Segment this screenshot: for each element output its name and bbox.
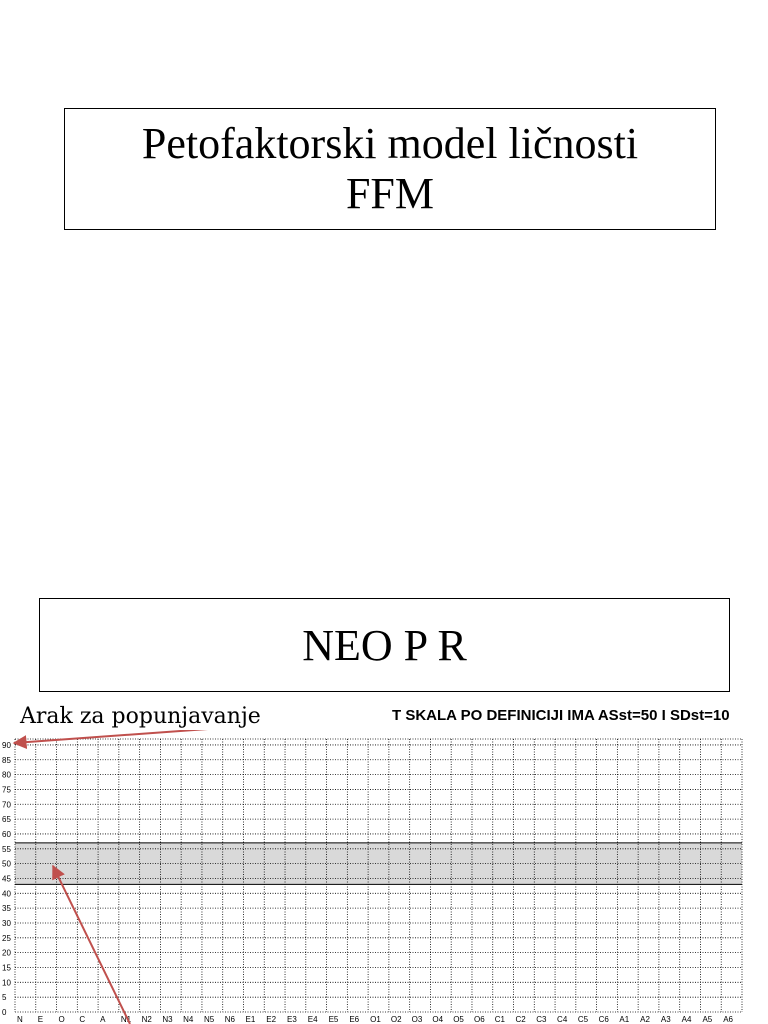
x-category-label: E3 [287,1015,297,1024]
y-tick-label: 65 [2,815,11,825]
x-category-label: E5 [328,1015,339,1024]
slide-title-box [64,108,716,230]
neo-title-box [39,598,730,692]
x-category-label: N1 [120,1015,132,1024]
y-tick-label: 30 [2,918,11,928]
y-tick-label: 25 [2,933,11,943]
y-tick-label: 80 [2,770,11,780]
x-category-label: C1 [494,1015,505,1024]
x-category-label: O5 [453,1015,464,1024]
y-tick-label: 85 [2,755,11,765]
x-category-label: A4 [681,1015,692,1024]
slide-title-line1: Petofaktorski model ličnosti [141,119,639,168]
y-tick-label: 35 [2,904,11,914]
x-category-label: N6 [224,1015,235,1024]
neo-title: NEO P R [302,620,467,670]
t-scale-note: T SKALA PO DEFINICIJI IMA ASst=50 I SDst=10 [392,707,730,724]
answer-sheet-label: Arak za popunjavanje [20,704,261,729]
x-category-label: A3 [660,1015,671,1024]
x-category-label: A6 [723,1015,734,1024]
y-tick-label: 15 [2,963,11,973]
x-category-label: N2 [141,1015,152,1024]
y-tick-label: 75 [2,785,11,795]
x-category-label: A [100,1015,106,1024]
x-category-label: E2 [266,1015,277,1024]
x-category-label: N5 [203,1015,215,1024]
x-category-label: O6 [473,1015,485,1024]
x-category-label: E6 [349,1015,360,1024]
y-tick-label: 50 [2,859,11,869]
x-category-label: E [37,1015,44,1024]
y-tick-label: 10 [2,978,11,988]
y-tick-label: 90 [2,740,11,750]
y-tick-label: 20 [2,948,11,958]
arrow-to-top [14,730,388,743]
x-category-label: C4 [557,1015,568,1024]
answer-sheet-chart [0,730,768,1024]
x-category-label: C3 [536,1015,547,1024]
y-tick-label: 40 [2,889,11,899]
x-category-label: C5 [577,1015,589,1024]
slide-title-line2: FFM [345,169,435,218]
y-tick-label: 45 [2,874,11,884]
x-category-label: A1 [619,1015,630,1024]
arrow-to-band [53,866,130,1024]
x-category-label: O4 [432,1015,444,1024]
x-category-label: N3 [162,1015,173,1024]
y-tick-label: 70 [2,800,11,810]
x-category-label: N4 [183,1015,194,1024]
y-tick-label: 0 [2,1008,7,1017]
x-category-label: C [79,1015,86,1024]
x-category-label: E4 [307,1015,318,1024]
x-category-label: O1 [370,1015,381,1024]
x-category-label: N [17,1015,23,1024]
y-tick-label: 5 [2,993,7,1003]
x-category-label: C6 [598,1015,609,1024]
x-category-label: C2 [515,1015,526,1024]
x-category-label: A5 [702,1015,713,1024]
x-category-label: O2 [390,1015,402,1024]
x-category-label: A2 [640,1015,650,1024]
x-category-label: E1 [245,1015,256,1024]
y-tick-label: 55 [2,844,11,854]
y-tick-label: 60 [2,829,11,839]
x-category-label: O3 [411,1015,423,1024]
x-category-label: O [58,1015,65,1024]
